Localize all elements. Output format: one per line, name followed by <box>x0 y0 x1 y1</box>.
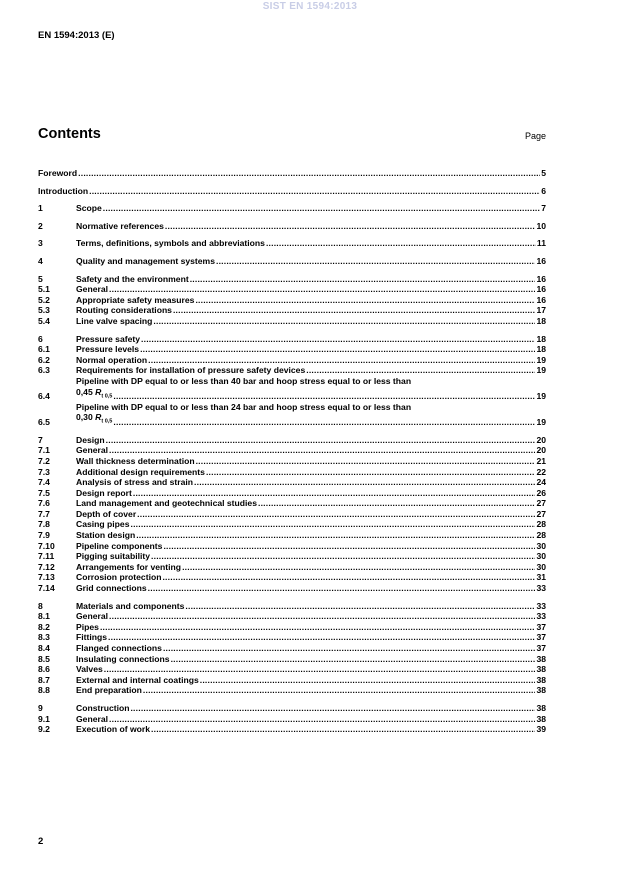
toc-entry-title: Normative references <box>76 220 164 231</box>
toc-entry[interactable] <box>38 530 546 541</box>
toc-leader-dots <box>195 295 535 306</box>
toc-leader-dots <box>78 168 540 179</box>
toc-leader-dots <box>165 221 536 232</box>
toc-entry[interactable] <box>38 643 546 654</box>
toc-entry[interactable] <box>38 376 546 402</box>
toc-entry-page: 28 <box>536 530 546 541</box>
toc-entry-page: 19 <box>536 354 546 365</box>
toc-leader-dots <box>148 355 535 366</box>
toc-entry-title: Additional design requirements <box>76 466 205 477</box>
toc-entry[interactable] <box>38 664 546 675</box>
toc-entry-number: 8 <box>38 600 43 611</box>
toc-entry-number: 7.3 <box>38 466 50 477</box>
toc-entry-page: 33 <box>536 611 546 622</box>
toc-entry[interactable] <box>38 256 546 267</box>
toc-entry-title: Insulating connections <box>76 653 170 664</box>
toc-entry[interactable] <box>38 274 546 285</box>
toc-entry-title-continuation <box>76 387 112 402</box>
document-code: EN 1594:2013 (E) <box>38 30 115 41</box>
toc-entry-page: 30 <box>536 551 546 562</box>
toc-entry-number: 8.8 <box>38 685 50 696</box>
toc-entry-page: 33 <box>536 600 546 611</box>
toc-entry-number: 5.2 <box>38 294 50 305</box>
toc-entry-page: 16 <box>536 273 546 284</box>
toc-entry[interactable] <box>38 203 546 214</box>
formula-variable: R <box>95 412 102 423</box>
toc-entry-title-continuation <box>76 412 112 427</box>
toc-entry-page: 18 <box>536 344 546 355</box>
toc-leader-dots <box>163 643 535 654</box>
toc-entry-page: 22 <box>536 466 546 477</box>
toc-leader-dots <box>190 274 536 285</box>
toc-entry-title: Fittings <box>76 632 108 643</box>
toc-entry-page: 31 <box>536 572 546 583</box>
toc-group <box>38 435 546 594</box>
toc-group <box>38 274 546 327</box>
toc-entry-title: Grid connections <box>76 583 147 594</box>
toc-entry-page: 21 <box>536 455 546 466</box>
toc-group <box>38 203 546 214</box>
toc-entry-title: Wall thickness determination <box>76 455 195 466</box>
toc-entry-title: Pigging suitability <box>76 551 151 562</box>
toc-entry-number: 6.3 <box>38 365 50 376</box>
toc-entry-page: 16 <box>536 294 546 305</box>
toc-entry[interactable] <box>38 355 546 366</box>
toc-entry[interactable] <box>38 316 546 327</box>
formula-subscript: t 0,5 <box>101 393 113 400</box>
toc-entry[interactable] <box>38 477 546 488</box>
toc-entry[interactable] <box>38 305 546 316</box>
toc-entry[interactable] <box>38 519 546 530</box>
toc-entry-number: 7.5 <box>38 487 50 498</box>
formula-subscript: t 0,5 <box>101 419 113 426</box>
toc-entry-title: Scope <box>76 203 102 214</box>
toc-entry-title: Pipes <box>76 621 99 632</box>
toc-entry-page: 16 <box>536 255 546 266</box>
toc-entry[interactable] <box>38 551 546 562</box>
toc-entry-number: 6.4 <box>38 391 50 402</box>
toc-entry-page: 7 <box>541 203 546 214</box>
toc-entry-number: 5.1 <box>38 284 50 295</box>
toc-entry-title: Land management and geotechnical studies <box>76 498 257 509</box>
toc-entry[interactable] <box>38 238 546 249</box>
toc-leader-dots <box>140 344 535 355</box>
toc-leader-dots <box>141 334 535 345</box>
toc-entry-page: 18 <box>536 315 546 326</box>
toc-entry-number: 1 <box>38 203 43 214</box>
toc-leader-dots <box>104 664 536 675</box>
toc-entry-title: General <box>76 284 109 295</box>
toc-entry-number: 7.7 <box>38 508 50 519</box>
toc-entry-number: 2 <box>38 220 43 231</box>
toc-group <box>38 238 546 249</box>
toc-entry[interactable] <box>38 654 546 665</box>
toc-entry-page: 38 <box>536 713 546 724</box>
toc-entry-number: 7.6 <box>38 498 50 509</box>
toc-entry[interactable] <box>38 714 546 725</box>
toc-entry[interactable] <box>38 675 546 686</box>
toc-entry-number: 7.12 <box>38 561 55 572</box>
toc-entry[interactable] <box>38 541 546 552</box>
toc-entry-page: 18 <box>536 333 546 344</box>
toc-entry-page: 24 <box>536 477 546 488</box>
toc-leader-dots <box>153 316 535 327</box>
toc-entry-title: Terms, definitions, symbols and abbreviations <box>76 238 265 249</box>
toc-entry-number: 8.6 <box>38 664 50 675</box>
toc-leader-dots <box>182 562 535 573</box>
toc-entry-title: Foreword <box>38 168 78 178</box>
toc-entry-page: 38 <box>536 702 546 713</box>
toc-entry-number: 7.14 <box>38 583 55 594</box>
toc-entry-page: 19 <box>536 391 546 402</box>
toc-entry[interactable] <box>38 295 546 306</box>
toc-leader-dots <box>266 238 536 249</box>
toc-entry[interactable] <box>38 402 546 428</box>
toc-entry-page: 16 <box>536 284 546 295</box>
toc-entry-number: 6.2 <box>38 354 50 365</box>
toc-leader-dots <box>194 477 535 488</box>
toc-entry[interactable] <box>38 601 546 612</box>
toc-entry-page: 38 <box>536 664 546 675</box>
toc-entry[interactable] <box>38 488 546 499</box>
toc-group <box>38 221 546 232</box>
toc-entry[interactable] <box>38 456 546 467</box>
toc-entry[interactable] <box>38 284 546 295</box>
toc-leader-dots <box>109 284 535 295</box>
toc-entry-title: General <box>76 713 109 724</box>
toc-leader-dots <box>113 417 535 428</box>
toc-entry-page: 20 <box>536 434 546 445</box>
toc-entry[interactable] <box>38 703 546 714</box>
toc-leader-dots <box>130 519 535 530</box>
toc-leader-dots <box>306 365 535 376</box>
toc-entry-title: Line valve spacing <box>76 315 153 326</box>
toc-entry-number: 6.5 <box>38 417 50 428</box>
toc-entry-title: Analysis of stress and strain <box>76 477 194 488</box>
toc-entry-title: Depth of cover <box>76 508 137 519</box>
toc-entry-number: 8.3 <box>38 632 50 643</box>
toc-entry-number: 7.8 <box>38 519 50 530</box>
toc-entry-title: Routing considerations <box>76 305 172 316</box>
toc-entry-title: Station design <box>76 530 136 541</box>
toc-entry-title: Pipeline components <box>76 540 163 551</box>
toc-leader-dots <box>136 530 535 541</box>
toc-entry-page: 33 <box>536 583 546 594</box>
toc-entry-page: 38 <box>536 653 546 664</box>
toc-entry-number: 5.3 <box>38 305 50 316</box>
toc-leader-dots <box>173 305 535 316</box>
toc-entry[interactable] <box>38 344 546 355</box>
toc-entry-title: Materials and components <box>76 600 185 611</box>
toc-entry[interactable] <box>38 365 546 376</box>
toc-entry-number: 7.10 <box>38 540 55 551</box>
toc-entry-number: 7.13 <box>38 572 55 583</box>
toc-entry-number: 5 <box>38 273 43 284</box>
toc-entry-title: General <box>76 611 109 622</box>
formula-coefficient: 0,30 <box>76 412 96 423</box>
toc-group <box>38 256 546 267</box>
toc-entry[interactable] <box>38 509 546 520</box>
toc-leader-dots <box>196 456 536 467</box>
formula-variable: R <box>95 386 102 397</box>
toc-entry[interactable] <box>38 334 546 345</box>
toc-entry-title: Design <box>76 434 105 445</box>
toc-leader-dots <box>171 654 536 665</box>
toc-entry-page: 19 <box>536 365 546 376</box>
toc-entry[interactable] <box>38 583 546 594</box>
toc-entry-title: Appropriate safety measures <box>76 294 195 305</box>
toc-entry-page: 39 <box>536 724 546 735</box>
toc-entry-title: Construction <box>76 702 130 713</box>
toc-group <box>38 334 546 428</box>
toc-leader-dots <box>130 703 535 714</box>
toc-entry-number: 8.4 <box>38 643 50 653</box>
toc-entry-title: Pipeline with DP equal to or less than 24 bar and hoop stress equal to or less than <box>76 401 412 412</box>
toc-entry-number: 8.2 <box>38 621 50 632</box>
toc-entry-page: 5 <box>541 168 546 178</box>
toc-entry[interactable] <box>38 445 546 456</box>
toc-entry-page: 28 <box>536 519 546 530</box>
toc-leader-dots <box>109 611 535 622</box>
toc-leader-dots <box>162 572 535 583</box>
toc-entry-number: 9.2 <box>38 724 50 735</box>
toc-leader-dots <box>163 541 535 552</box>
toc-leader-dots <box>148 583 536 594</box>
toc-entry-page: 19 <box>536 417 546 428</box>
toc-entry-title: Arrangements for venting <box>76 561 182 572</box>
toc-leader-dots <box>108 632 535 643</box>
toc-entry-number: 8.7 <box>38 674 50 685</box>
toc-leader-dots <box>137 509 535 520</box>
toc-entry-title: Execution of work <box>76 724 151 735</box>
toc-entry[interactable] <box>38 622 546 633</box>
toc-entry-number: 7 <box>38 434 43 445</box>
toc-entry-page: 27 <box>536 498 546 509</box>
toc-entry-number: 4 <box>38 255 43 266</box>
toc-entry-title: Corrosion protection <box>76 572 162 583</box>
toc-entry-number: 7.2 <box>38 455 50 466</box>
toc-entry-page: 37 <box>536 621 546 632</box>
toc-entry-number: 9 <box>38 702 43 713</box>
toc-entry-page: 37 <box>536 632 546 643</box>
toc-entry-title: Valves <box>76 664 103 675</box>
toc-entry-number: 8.5 <box>38 653 50 664</box>
toc-entry-page: 6 <box>541 185 546 196</box>
toc-entry[interactable] <box>38 498 546 509</box>
toc-entry-number: 6.1 <box>38 344 50 355</box>
toc-entry-title: General <box>76 445 109 456</box>
toc-entry[interactable] <box>38 168 546 179</box>
toc-entry[interactable] <box>38 685 546 696</box>
toc-entry-title: External and internal coatings <box>76 674 199 685</box>
toc-entry-page: 38 <box>536 685 546 696</box>
toc-group <box>38 703 546 735</box>
toc-entry-number: 7.11 <box>38 551 55 562</box>
toc-entry-page: 38 <box>536 674 546 685</box>
toc-entry-page: 26 <box>536 487 546 498</box>
toc-entry-page: 30 <box>536 540 546 551</box>
toc-entry-number: 7.4 <box>38 477 50 488</box>
toc-entry-title: Pressure levels <box>76 344 140 355</box>
toc-group <box>38 601 546 696</box>
toc-leader-dots <box>216 256 535 267</box>
toc-entry-page: 20 <box>536 445 546 456</box>
toc-leader-dots <box>151 724 535 735</box>
toc-group <box>38 186 546 197</box>
contents-title: Contents <box>38 126 101 142</box>
toc-entry[interactable] <box>38 562 546 573</box>
toc-entry-number: 8.1 <box>38 611 50 622</box>
toc-entry-page: 17 <box>536 305 546 316</box>
toc-leader-dots <box>258 498 535 509</box>
toc-entry-page: 10 <box>536 220 546 231</box>
table-of-contents <box>38 168 546 742</box>
toc-entry-number: 5.4 <box>38 315 50 326</box>
toc-leader-dots <box>106 435 536 446</box>
toc-entry-number: 7.9 <box>38 530 50 541</box>
toc-entry-title: Safety and the environment <box>76 273 189 284</box>
toc-entry[interactable] <box>38 221 546 232</box>
toc-leader-dots <box>185 601 535 612</box>
toc-entry-title: Quality and management systems <box>76 255 215 266</box>
toc-entry-title: Normal operation <box>76 354 148 365</box>
toc-entry-title: Casing pipes <box>76 519 130 530</box>
page-column-heading: Page <box>524 131 546 141</box>
toc-entry-number: 7.1 <box>38 445 50 456</box>
toc-entry-title: Pipeline with DP equal to or less than 40 bar and hoop stress equal to or less than <box>76 375 412 386</box>
toc-entry-title: Requirements for installation of pressure safety devices <box>76 365 306 376</box>
toc-leader-dots <box>103 203 540 214</box>
toc-leader-dots <box>143 685 536 696</box>
toc-entry[interactable] <box>38 572 546 583</box>
toc-leader-dots <box>109 445 535 456</box>
formula-coefficient: 0,45 <box>76 386 96 397</box>
toc-entry-number: 6 <box>38 333 43 344</box>
toc-leader-dots <box>113 391 535 402</box>
toc-entry-title: Introduction <box>38 185 89 196</box>
toc-entry-page: 30 <box>536 561 546 572</box>
toc-leader-dots <box>109 714 535 725</box>
toc-entry[interactable] <box>38 611 546 622</box>
toc-entry-page: 37 <box>536 643 546 653</box>
toc-leader-dots <box>133 488 536 499</box>
toc-entry-number: 9.1 <box>38 713 50 724</box>
toc-leader-dots <box>100 622 536 633</box>
toc-entry-title: End preparation <box>76 685 142 696</box>
watermark: SIST EN 1594:2013 <box>262 1 358 12</box>
toc-leader-dots <box>151 551 535 562</box>
toc-entry[interactable] <box>38 435 546 446</box>
toc-leader-dots <box>200 675 536 686</box>
toc-entry-number: 3 <box>38 238 43 249</box>
toc-entry-page: 27 <box>536 508 546 519</box>
toc-entry-page: 11 <box>536 238 546 249</box>
toc-entry-title: Design report <box>76 487 132 498</box>
toc-group <box>38 168 546 179</box>
toc-entry[interactable] <box>38 724 546 735</box>
page-number: 2 <box>38 836 44 847</box>
toc-entry[interactable] <box>38 467 546 478</box>
toc-entry-title: Pressure safety <box>76 333 141 344</box>
toc-entry[interactable] <box>38 632 546 643</box>
toc-leader-dots <box>89 186 540 197</box>
toc-entry[interactable] <box>38 186 546 197</box>
toc-leader-dots <box>206 467 536 478</box>
toc-entry-title: Flanged connections <box>76 643 162 653</box>
